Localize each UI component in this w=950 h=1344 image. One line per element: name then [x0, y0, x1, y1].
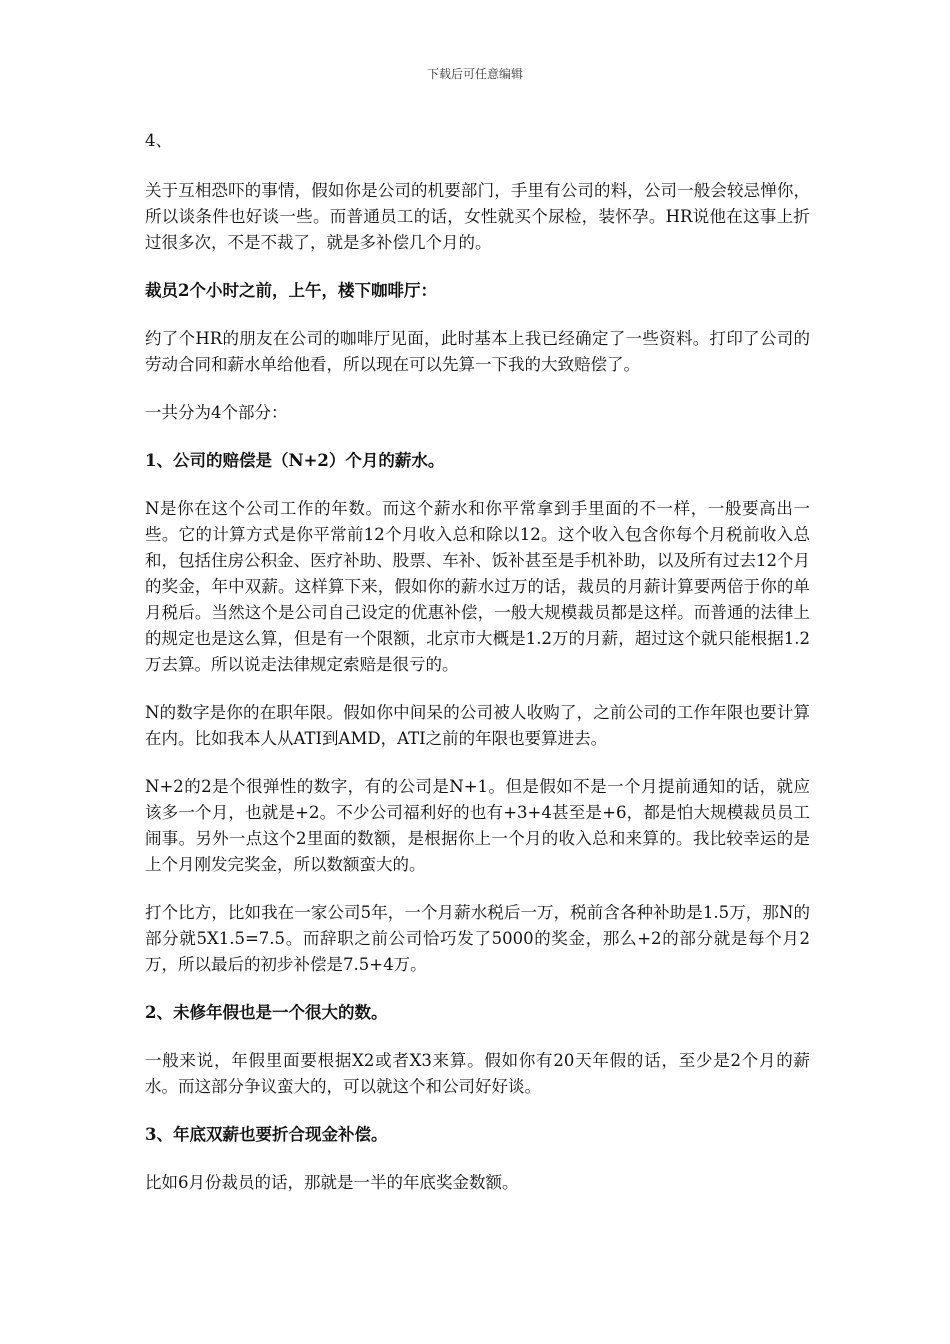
- paragraph-n-plus-2: N+2的2是个很弹性的数字，有的公司是N+1。但是假如不是一个月提前通知的话，就应该多一个月，也就是+2。不少公司福利好的也有+3+4甚至是+6，都是怕大规模裁员员工闹事。另外一点这个2里面的数额，是根据你上一个月的收入总和来算的。我比较幸运的是上个月刚发完奖金，所以数额蛮大的。: [145, 777, 810, 874]
- paragraph-intimidation: 关于互相恐吓的事情，假如你是公司的机要部门，手里有公司的料，公司一般会较忌惮你，所以谈条件也好谈一些。而普通员工的话，女性就买个尿检，装怀孕。HR说他在这事上折过很多次，不是不裁了，就是多补偿几个月的。: [145, 181, 810, 252]
- paragraph-annual-leave: 一般来说，年假里面要根据X2或者X3来算。假如你有20天年假的话，至少是2个月的薪水。而这部分争议蛮大的，可以就这个和公司好好谈。: [145, 1051, 810, 1096]
- paragraph-example: 打个比方，比如我在一家公司5年，一个月薪水税后一万，税前含各种补助是1.5万，那N的部分就5X1.5=7.5。而辞职之前公司恰巧发了5000的奖金，那么+2的部分就是每个月2万，所以最后的初步补偿是7.5+4万。: [145, 903, 810, 974]
- paragraph-four-parts: 一共分为4个部分：: [145, 403, 288, 422]
- paragraph-n-definition: N是你在这个公司工作的年数。而这个薪水和你平常拿到手里面的不一样，一般要高出一些。它的计算方式是你平常前12个月收入总和除以12。这个收入包含你每个月税前收入总和，包括住房公积金、医疗补助、股票、车补、饭补甚至是手机补助，以及所有过去12个月的奖金，年中双薪。这样算下来，假如你的薪水过万的话，裁员的月薪计算要两倍于你的单月税后。当然这个是公司自己设定的优惠补偿，一般大规模裁员都是这样。而普通的法律上的规定也是这么算，但是有一个限额，北京市大概是1.2万的月薪，超过这个就只能根据1.2万去算。所以说走法律规定索赔是很亏的。: [145, 499, 810, 674]
- paragraph-cafe-meeting: 约了个HR的朋友在公司的咖啡厅见面，此时基本上我已经确定了一些资料。打印了公司的劳动合同和薪水单给他看，所以现在可以先算一下我的大致赔偿了。: [145, 329, 810, 374]
- heading-part-1: 1、公司的赔偿是（N+2）个月的薪水。: [145, 451, 445, 470]
- paragraph-year-end-bonus: 比如6月份裁员的话，那就是一半的年底奖金数额。: [145, 1173, 519, 1192]
- heading-part-2: 2、未修年假也是一个很大的数。: [145, 1003, 388, 1022]
- heading-cafe: 裁员2个小时之前，上午，楼下咖啡厅：: [145, 281, 437, 300]
- heading-part-3: 3、年底双薪也要折合现金补偿。: [145, 1125, 388, 1144]
- document-body: [145, 128, 810, 1218]
- section-number: 4、: [145, 131, 172, 150]
- page-header: 下载后可任意编辑: [426, 67, 523, 81]
- paragraph-n-years: N的数字是你的在职年限。假如你中间呆的公司被人收购了，之前公司的工作年限也要计算在内。比如我本人从ATI到AMD，ATI之前的年限也要算进去。: [145, 703, 810, 748]
